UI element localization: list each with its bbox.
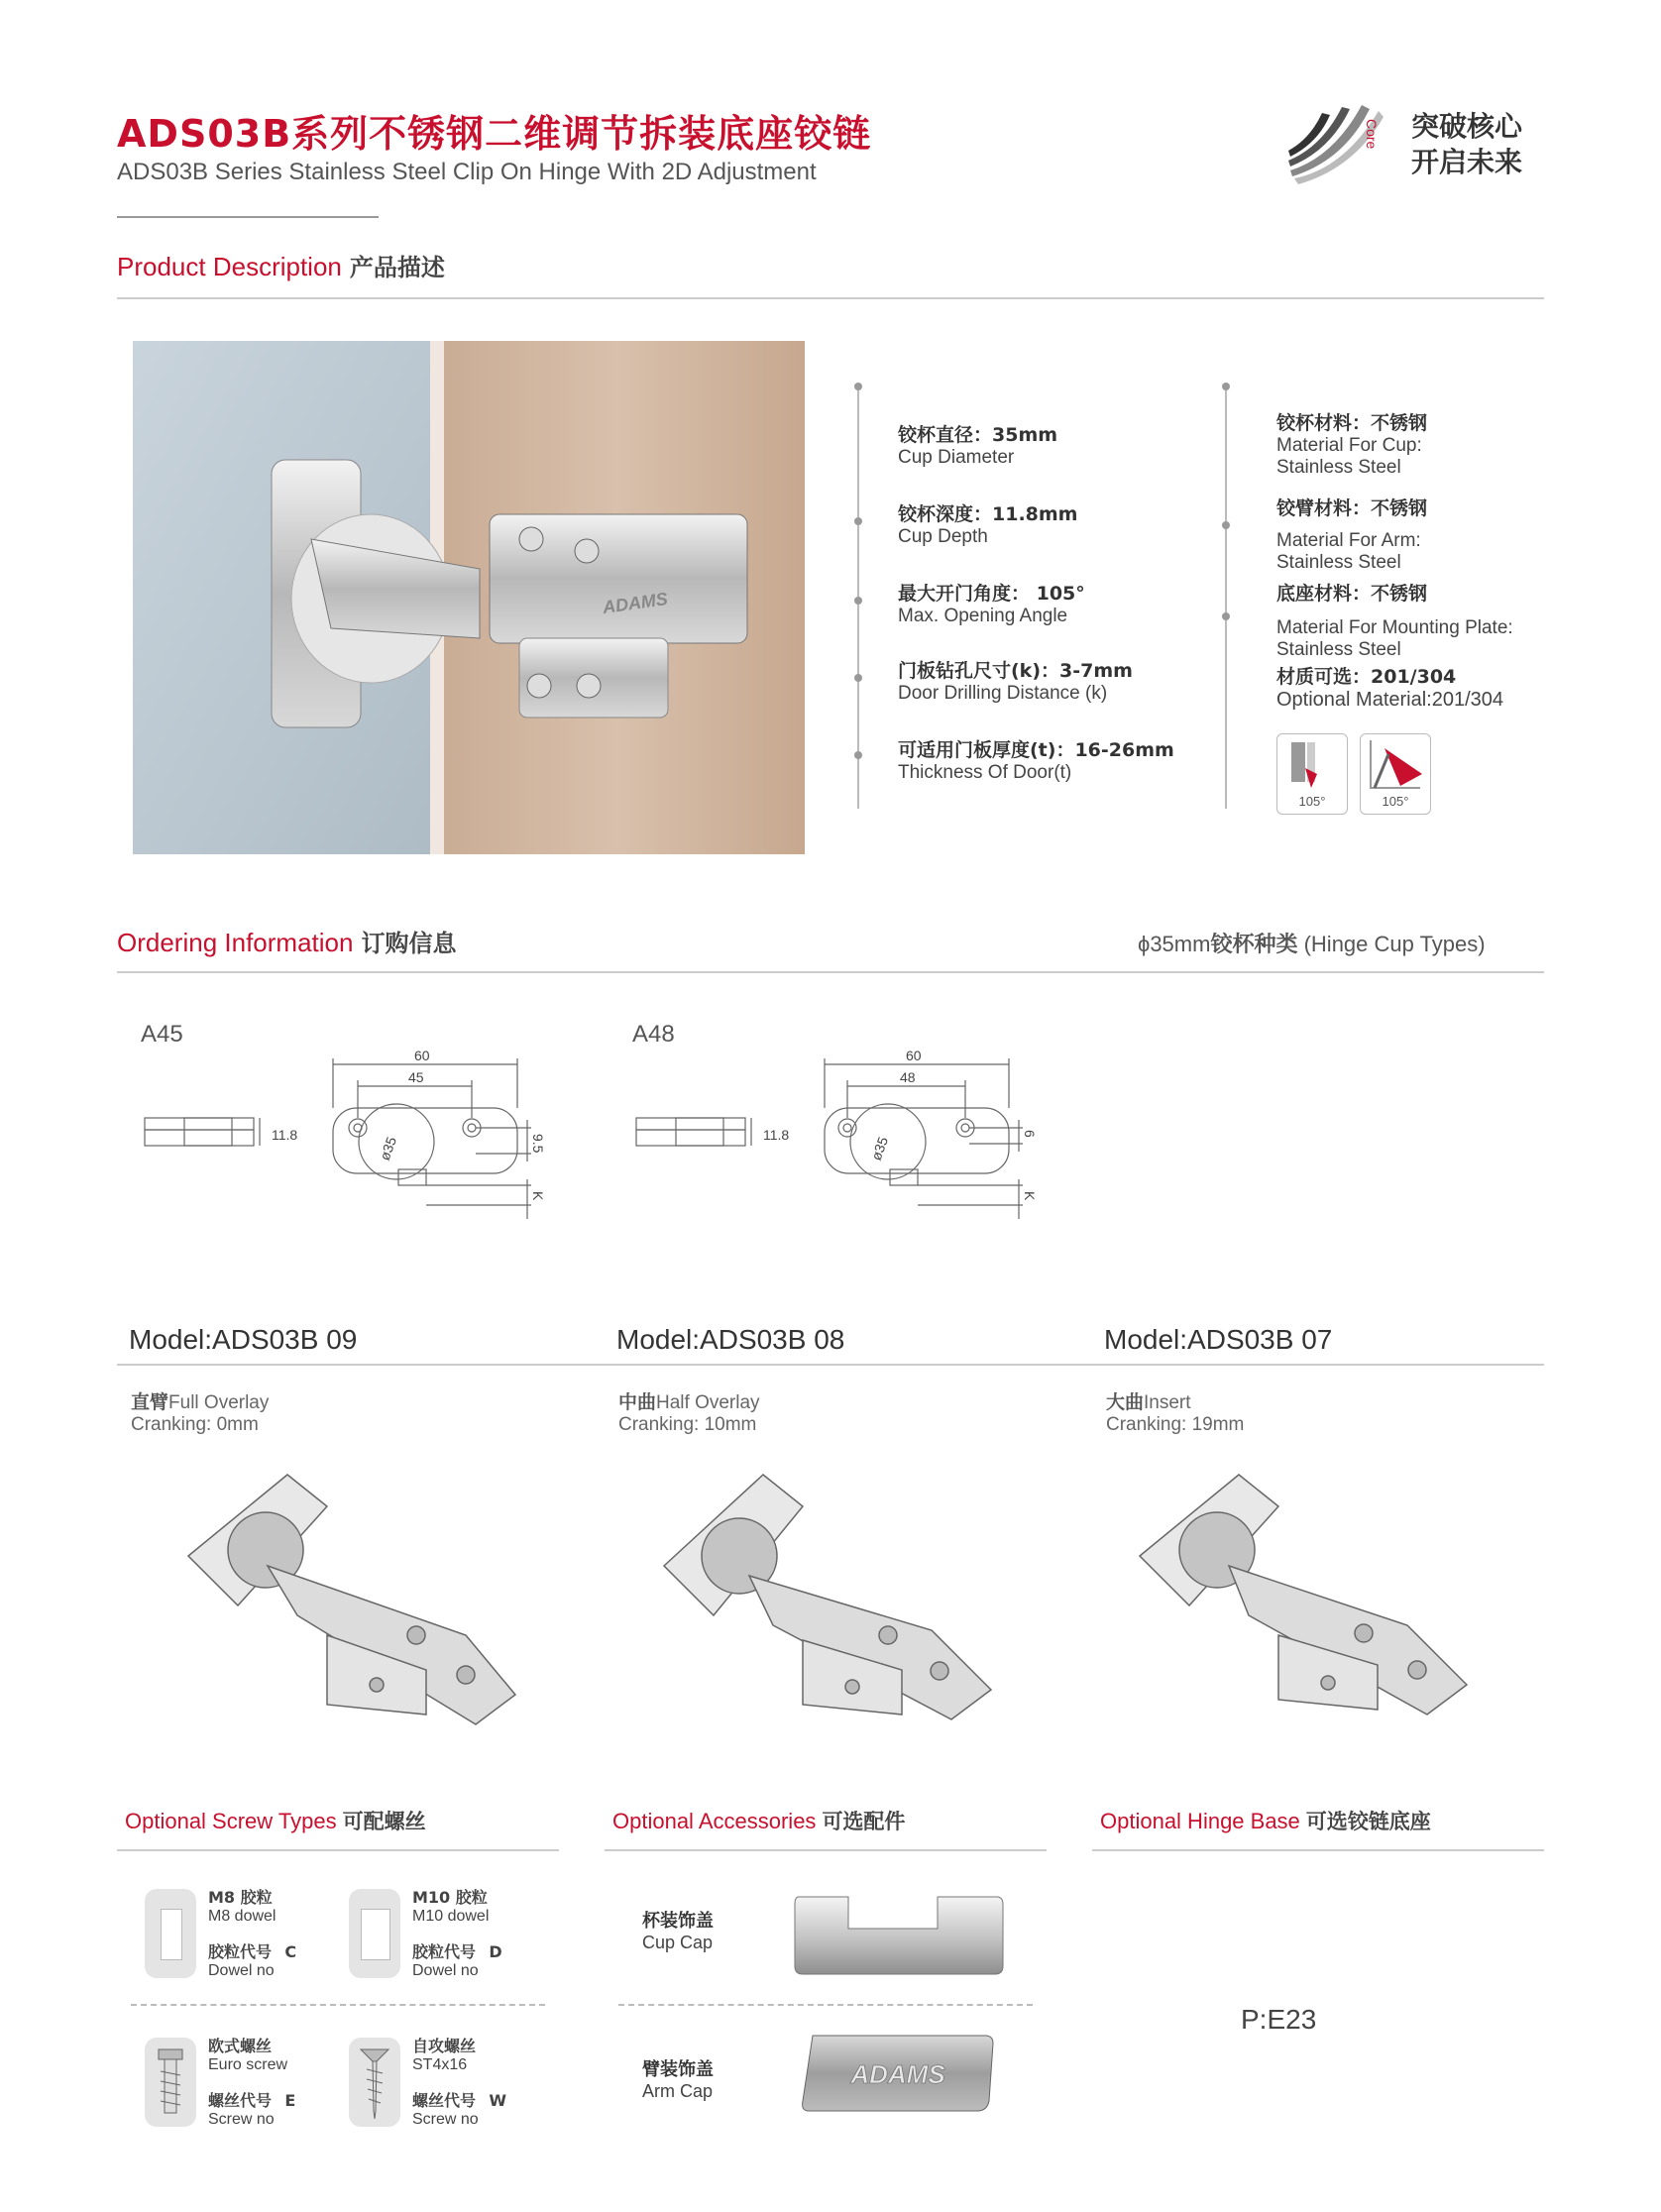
spec-label-en: Stainless Steel xyxy=(1276,457,1401,478)
spec-label-en: Material For Arm: xyxy=(1276,530,1421,551)
model-title-09: Model:ADS03B 09 xyxy=(129,1324,358,1355)
cranking-value: Cranking: 0mm xyxy=(131,1414,259,1435)
cup-types-label xyxy=(1138,928,1486,958)
spec-label-cn: 底座材料：不锈钢 xyxy=(1276,583,1428,605)
spec-optional-material xyxy=(1276,662,1503,712)
spec-dot xyxy=(854,597,862,605)
spec-label-en: Material For Cup: xyxy=(1276,435,1422,456)
dim-depth: 11.8 xyxy=(763,1127,790,1143)
cranking-value: Cranking: 19mm xyxy=(1106,1414,1245,1435)
cup-types-en: (Hinge Cup Types) xyxy=(1303,932,1486,956)
overlay-type-en: Half Overlay xyxy=(656,1392,760,1413)
dim-width: 60 xyxy=(906,1048,922,1063)
spec-label-cn: 最大开门角度： 105° xyxy=(898,583,1085,605)
page-number: P:E23 xyxy=(1241,2004,1317,2035)
logo-vertical-text: Core xyxy=(1364,119,1380,150)
spec-opening-angle xyxy=(898,579,1085,627)
dowel-icon xyxy=(349,1889,400,1978)
brand-logo xyxy=(1284,99,1552,188)
hinge-image-09 xyxy=(178,1467,535,1734)
heading-en: Ordering Information xyxy=(117,928,354,957)
screw-euro xyxy=(145,2038,343,2129)
spec-label-cn: 可适用门板厚度(t)：16-26mm xyxy=(898,739,1174,761)
heading-en: Optional Accessories xyxy=(612,1809,817,1833)
dashed-divider xyxy=(618,2004,1033,2006)
overlay-type-cn: 直臂 xyxy=(131,1391,169,1413)
spec-label-en: Cup Depth xyxy=(898,526,988,547)
optional-divider-2 xyxy=(605,1849,1047,1851)
screw-types-heading xyxy=(125,1806,426,1835)
code-letter: E xyxy=(284,2091,296,2110)
spec-label-en: Material For Mounting Plate: xyxy=(1276,617,1513,638)
dim-depth: 11.8 xyxy=(272,1127,298,1143)
code-en: Screw no xyxy=(208,2111,275,2128)
spec-label-en: Thickness Of Door(t) xyxy=(898,762,1072,783)
door-angle-icon xyxy=(1277,734,1347,796)
page-title-cn: ADS03B系列不锈钢二维调节拆装底座铰链 xyxy=(117,112,872,156)
drawing-label-a48: A48 xyxy=(632,1021,675,1048)
accessory-arm-cap xyxy=(642,2055,714,2102)
screw-cn: 欧式螺丝 xyxy=(208,2037,273,2055)
spec-dot xyxy=(854,517,862,525)
spec-dot xyxy=(1222,383,1230,390)
heading-cn: 可配螺丝 xyxy=(342,1810,426,1833)
screw-en: Euro screw xyxy=(208,2056,288,2073)
dim-spacing: 48 xyxy=(900,1069,916,1085)
spec-material-plate xyxy=(1276,579,1513,661)
page-title-en: ADS03B Series Stainless Steel Clip On Hinge With 2D Adjustment xyxy=(117,159,817,185)
spec-dot xyxy=(854,751,862,759)
optional-divider-1 xyxy=(117,1849,559,1851)
spec-label-cn: 门板钻孔尺寸(k)：3-7mm xyxy=(898,660,1133,682)
screw-m10-dowel xyxy=(349,1889,547,1980)
product-photo xyxy=(133,341,805,854)
ordering-heading xyxy=(117,924,456,958)
dim-spacing: 45 xyxy=(408,1069,424,1085)
spec-label-en: Stainless Steel xyxy=(1276,552,1401,573)
models-divider xyxy=(117,1364,1544,1366)
logo-line-1: 突破核心 xyxy=(1411,110,1523,143)
code-cn: 螺丝代号 xyxy=(208,2091,273,2110)
logo-line-2: 开启未来 xyxy=(1411,146,1523,178)
cup-types-prefix: ϕ35mm xyxy=(1138,932,1211,956)
dim-k: K xyxy=(530,1191,546,1201)
screw-en: M10 dowel xyxy=(412,1908,490,1925)
screw-m8-dowel xyxy=(145,1889,343,1980)
accessory-en: Cup Cap xyxy=(642,1933,714,1952)
spec-label-en: Max. Opening Angle xyxy=(898,606,1068,626)
code-cn: 螺丝代号 xyxy=(412,2091,477,2110)
dashed-divider xyxy=(131,2004,545,2006)
heading-cn: 订购信息 xyxy=(361,930,457,957)
door-angle-icon xyxy=(1361,734,1430,796)
model-info-08 xyxy=(618,1387,760,1436)
heading-cn: 可选配件 xyxy=(822,1810,906,1833)
drawing-a48 xyxy=(630,1031,1047,1239)
spec-dot xyxy=(1222,521,1230,529)
optional-divider-3 xyxy=(1092,1849,1544,1851)
euro-screw-icon xyxy=(145,2038,196,2127)
product-description-heading xyxy=(117,248,445,282)
heading-cn: 产品描述 xyxy=(349,254,445,281)
code-cn: 胶粒代号 xyxy=(208,1942,273,1961)
spec-cup-depth xyxy=(898,499,1077,548)
spec-label-cn: 铰杯直径：35mm xyxy=(898,424,1058,446)
arm-cap-brand: ADAMS xyxy=(850,2059,945,2089)
screw-cn: 自攻螺丝 xyxy=(412,2037,477,2055)
model-info-07 xyxy=(1106,1387,1244,1436)
angle-icon-1 xyxy=(1276,733,1348,815)
hinge-image-08 xyxy=(654,1467,1011,1734)
accessory-cn: 杯装饰盖 xyxy=(642,1911,714,1932)
hinge-base-heading xyxy=(1100,1806,1431,1835)
tapping-screw-icon xyxy=(349,2038,400,2127)
screw-cn: M10 胶粒 xyxy=(412,1888,488,1907)
angle-label: 105° xyxy=(1298,794,1326,809)
angle-label: 105° xyxy=(1382,794,1409,809)
spec-label-en: Door Drilling Distance (k) xyxy=(898,683,1108,704)
section-divider xyxy=(117,297,1544,299)
spec-line-right xyxy=(1225,385,1227,809)
heading-en: Product Description xyxy=(117,252,342,281)
dowel-icon xyxy=(145,1889,196,1978)
title-underline xyxy=(117,216,379,218)
heading-cn: 可选铰链底座 xyxy=(1305,1810,1431,1833)
spec-drilling-distance xyxy=(898,656,1133,705)
code-letter: C xyxy=(284,1942,297,1961)
photo-brand: ADAMS xyxy=(601,588,669,617)
spec-label-en: Optional Material:201/304 xyxy=(1276,689,1504,711)
angle-icon-2 xyxy=(1360,733,1431,815)
screw-cn: M8 胶粒 xyxy=(208,1888,273,1907)
spec-dot xyxy=(854,674,862,682)
hinge-image-07 xyxy=(1130,1467,1487,1734)
accessory-cn: 臂装饰盖 xyxy=(642,2059,714,2080)
section-divider xyxy=(117,971,1544,973)
spec-label-cn: 材质可选：201/304 xyxy=(1276,666,1457,688)
model-title-07: Model:ADS03B 07 xyxy=(1104,1324,1333,1355)
code-en: Dowel no xyxy=(208,1962,275,1979)
heading-en: Optional Screw Types xyxy=(125,1809,337,1833)
dim-diameter: ø35 xyxy=(376,1134,400,1163)
overlay-type-en: Full Overlay xyxy=(168,1392,270,1413)
screw-self-tapping xyxy=(349,2038,547,2129)
spec-label-cn: 铰杯材料：不锈钢 xyxy=(1276,412,1428,434)
spec-dot xyxy=(1222,612,1230,620)
dim-k: K xyxy=(1022,1191,1038,1201)
spec-label-en: Stainless Steel xyxy=(1276,639,1401,660)
overlay-type-cn: 大曲 xyxy=(1106,1391,1145,1413)
spec-label-cn: 铰杯深度：11.8mm xyxy=(898,503,1078,525)
drawing-a45 xyxy=(139,1031,555,1239)
spec-material-arm xyxy=(1276,494,1427,574)
overlay-type-cn: 中曲 xyxy=(618,1391,657,1413)
code-en: Screw no xyxy=(412,2111,479,2128)
dim-width: 60 xyxy=(414,1048,430,1063)
arm-cap-image xyxy=(799,2032,997,2117)
screw-en: M8 dowel xyxy=(208,1908,277,1925)
overlay-type-en: Insert xyxy=(1144,1392,1191,1413)
dim-offset: 6 xyxy=(1022,1130,1038,1138)
spec-label-cn: 铰臂材料：不锈钢 xyxy=(1276,498,1428,519)
spec-door-thickness xyxy=(898,735,1174,784)
cranking-value: Cranking: 10mm xyxy=(618,1414,757,1435)
heading-en: Optional Hinge Base xyxy=(1100,1809,1300,1833)
spec-dot xyxy=(854,383,862,390)
accessories-heading xyxy=(612,1806,905,1835)
code-letter: D xyxy=(489,1942,502,1961)
screw-en: ST4x16 xyxy=(412,2056,468,2073)
code-en: Dowel no xyxy=(412,1962,479,1979)
code-letter: W xyxy=(489,2091,507,2110)
dim-offset: 9.5 xyxy=(530,1134,546,1154)
spec-cup-diameter xyxy=(898,420,1057,469)
model-info-09 xyxy=(131,1387,269,1436)
cup-types-cn: 铰杯种类 xyxy=(1210,933,1298,957)
drawing-label-a45: A45 xyxy=(141,1021,183,1048)
spec-material-cup xyxy=(1276,408,1427,479)
spec-label-en: Cup Diameter xyxy=(898,447,1015,468)
model-title-08: Model:ADS03B 08 xyxy=(616,1324,845,1355)
code-cn: 胶粒代号 xyxy=(412,1942,477,1961)
cup-cap-image xyxy=(789,1889,1007,1978)
accessory-en: Arm Cap xyxy=(642,2081,714,2101)
accessory-cup-cap xyxy=(642,1907,714,1953)
dim-diameter: ø35 xyxy=(867,1134,892,1163)
